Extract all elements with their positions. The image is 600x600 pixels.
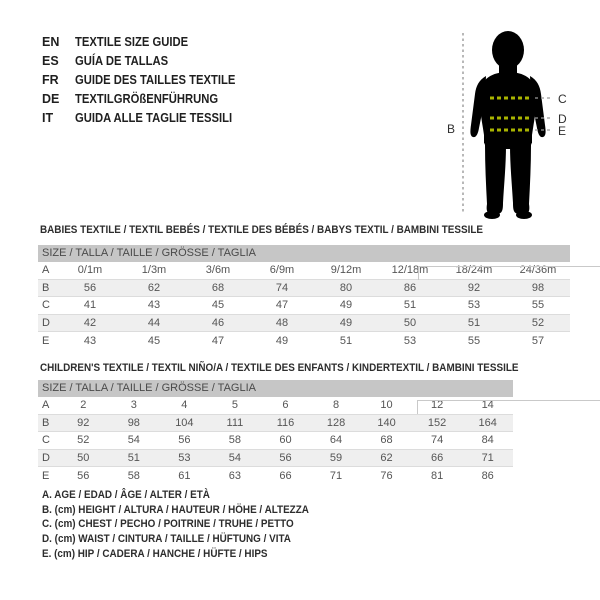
size-cell: 92	[467, 282, 481, 295]
size-cell: 68	[211, 282, 225, 295]
legend-line-b	[42, 503, 339, 518]
measurement-legend	[42, 488, 339, 561]
size-cell: 84	[481, 434, 494, 447]
size-cell: 42	[83, 316, 97, 329]
size-cell: 53	[403, 334, 417, 347]
babies-table-title	[40, 224, 532, 236]
size-row-a	[38, 262, 570, 279]
size-row-b	[38, 279, 570, 296]
size-cell: 43	[83, 334, 97, 347]
size-cell: 4	[181, 399, 188, 412]
row-letter: A	[42, 399, 50, 412]
size-cell: 49	[339, 316, 353, 329]
size-cell: 9/12m	[330, 264, 362, 277]
size-cell: 140	[377, 417, 396, 430]
babies-size-table	[38, 262, 570, 349]
size-cell: 5	[231, 399, 238, 412]
size-cell: 51	[403, 299, 417, 312]
size-cell: 74	[275, 282, 289, 295]
legend-line-e	[42, 547, 339, 562]
size-cell: 46	[211, 316, 225, 329]
height-label: B	[447, 122, 456, 136]
size-cell: 0/1m	[77, 264, 103, 277]
waist-label: D	[558, 112, 567, 126]
size-cell: 56	[77, 469, 90, 482]
legend-line-text: C. (cm) CHEST / PECHO / POITRINE / TRUHE / PETTO	[42, 518, 294, 531]
size-cell: 56	[279, 451, 292, 464]
row-letter: E	[42, 334, 50, 347]
size-cell: 80	[339, 282, 353, 295]
language-row-de	[42, 90, 253, 109]
row-letter: A	[42, 264, 50, 277]
legend-line-d	[42, 532, 339, 547]
size-cell: 52	[77, 434, 90, 447]
size-cell: 43	[147, 299, 161, 312]
size-cell: 57	[531, 334, 545, 347]
row-letter: B	[42, 417, 50, 430]
babies-table-header	[38, 245, 570, 262]
size-cell: 45	[147, 334, 161, 347]
size-cell: 86	[481, 469, 494, 482]
legend-line-text: E. (cm) HIP / CADERA / HANCHE / HÜFTE / HIPS	[42, 547, 268, 560]
babies-table-title-text: BABIES TEXTILE / TEXTIL BEBÉS / TEXTILE DES BÉBÉS / BABYS TEXTIL / BAMBINI TESSILE	[40, 224, 483, 236]
size-cell: 54	[127, 434, 140, 447]
language-label: GUIDA ALLE TAGLIE TESSILI	[75, 111, 233, 125]
size-cell: 55	[531, 299, 545, 312]
size-cell: 2	[80, 399, 87, 412]
size-cell: 58	[228, 434, 242, 447]
size-cell: 71	[329, 469, 343, 482]
children-table-header	[38, 380, 513, 397]
size-cell: 62	[380, 451, 393, 464]
size-cell: 51	[467, 316, 481, 329]
size-row-c	[38, 432, 513, 449]
language-label: GUÍA DE TALLAS	[75, 54, 169, 68]
size-cell: 56	[178, 434, 191, 447]
child-silhouette-figure	[440, 15, 600, 225]
size-cell: 18/24m	[455, 264, 493, 277]
size-cell: 1/3m	[141, 264, 167, 277]
size-cell: 62	[147, 282, 161, 295]
size-cell: 98	[531, 282, 545, 295]
size-cell: 24/36m	[519, 264, 557, 277]
size-cell: 3/6m	[205, 264, 231, 277]
size-cell: 128	[326, 417, 346, 430]
language-code: DE	[42, 92, 60, 106]
size-cell: 63	[228, 469, 242, 482]
hip-label: E	[558, 124, 567, 138]
chest-label: C	[558, 92, 567, 106]
language-code: EN	[42, 35, 60, 49]
size-cell: 92	[77, 417, 90, 430]
size-row-e	[38, 467, 513, 484]
size-row-b	[38, 414, 513, 431]
size-cell: 49	[275, 334, 289, 347]
size-row-d	[38, 449, 513, 466]
row-letter: D	[42, 451, 50, 464]
language-row-es	[42, 52, 253, 71]
size-cell: 51	[127, 451, 140, 464]
size-cell: 116	[276, 417, 295, 430]
size-cell: 66	[430, 451, 444, 464]
size-cell: 53	[467, 299, 481, 312]
size-cell: 41	[83, 299, 97, 312]
legend-line-c	[42, 517, 339, 532]
size-cell: 48	[275, 316, 289, 329]
legend-line-a	[42, 488, 339, 503]
language-code: ES	[42, 54, 59, 68]
size-cell: 49	[339, 299, 353, 312]
row-letter: C	[42, 299, 50, 312]
size-cell: 56	[83, 282, 97, 295]
size-cell: 55	[467, 334, 481, 347]
size-cell: 68	[380, 434, 393, 447]
size-cell: 71	[481, 451, 494, 464]
size-cell: 6/9m	[269, 264, 295, 277]
size-cell: 52	[531, 316, 545, 329]
row-letter: C	[42, 434, 50, 447]
size-cell: 50	[77, 451, 90, 464]
size-cell: 14	[481, 399, 494, 412]
size-cell: 111	[226, 417, 244, 430]
row-letter: D	[42, 316, 50, 329]
legend-line-text: A. AGE / EDAD / ÂGE / ALTER / ETÀ	[42, 489, 210, 501]
size-cell: 10	[380, 399, 393, 412]
size-cell: 86	[403, 282, 417, 295]
size-cell: 12	[430, 399, 444, 412]
size-cell: 66	[279, 469, 292, 482]
size-cell: 45	[211, 299, 225, 312]
size-cell: 104	[175, 417, 194, 430]
children-table-title-text: CHILDREN'S TEXTILE / TEXTIL NIÑO/A / TEXTILE DES ENFANTS / KINDERTEXTIL / BAMBINI TESSILE	[40, 362, 519, 374]
babies-table-header-text: SIZE / TALLA / TAILLE / GRÖSSE / TAGLIA	[42, 247, 256, 259]
size-cell: 60	[279, 434, 292, 447]
child-silhouette	[470, 31, 545, 219]
size-cell: 3	[130, 399, 137, 412]
size-cell: 53	[178, 451, 191, 464]
size-row-d	[38, 314, 570, 331]
size-cell: 98	[127, 417, 140, 430]
language-list	[42, 33, 253, 128]
legend-line-text: D. (cm) WAIST / CINTURA / TAILLE / HÜFTUNG / VITA	[42, 533, 291, 546]
row-letter: E	[42, 469, 50, 482]
size-cell: 74	[430, 434, 444, 447]
children-size-table	[38, 397, 513, 484]
language-label: TEXTILGRÖßENFÜHRUNG	[75, 92, 219, 106]
language-row-en	[42, 33, 253, 52]
size-cell: 44	[147, 316, 161, 329]
size-cell: 12/18m	[391, 264, 429, 277]
size-cell: 76	[380, 469, 393, 482]
language-row-fr	[42, 71, 253, 90]
size-row-a	[38, 397, 513, 414]
size-cell: 61	[178, 469, 191, 482]
size-cell: 64	[329, 434, 343, 447]
size-cell: 6	[282, 399, 289, 412]
size-cell: 51	[339, 334, 353, 347]
language-label: GUIDE DES TAILLES TEXTILE	[75, 73, 236, 87]
size-cell: 59	[329, 451, 343, 464]
size-cell: 54	[228, 451, 242, 464]
row-letter: B	[42, 282, 50, 295]
language-code: IT	[42, 111, 54, 125]
size-row-c	[38, 297, 570, 314]
size-cell: 50	[403, 316, 417, 329]
children-table-title	[40, 362, 572, 374]
size-cell: 164	[478, 417, 497, 430]
size-cell: 47	[275, 299, 289, 312]
language-label: TEXTILE SIZE GUIDE	[75, 35, 189, 49]
size-cell: 8	[332, 399, 340, 412]
size-cell: 58	[127, 469, 140, 482]
language-code: FR	[42, 73, 59, 87]
children-table-header-text: SIZE / TALLA / TAILLE / GRÖSSE / TAGLIA	[42, 382, 256, 394]
size-row-e	[38, 332, 570, 349]
size-cell: 81	[430, 469, 444, 482]
language-row-it	[42, 109, 253, 128]
size-cell: 47	[211, 334, 225, 347]
legend-line-text: B. (cm) HEIGHT / ALTURA / HAUTEUR / HÖHE / ALTEZZA	[42, 503, 309, 516]
size-cell: 152	[427, 417, 447, 430]
